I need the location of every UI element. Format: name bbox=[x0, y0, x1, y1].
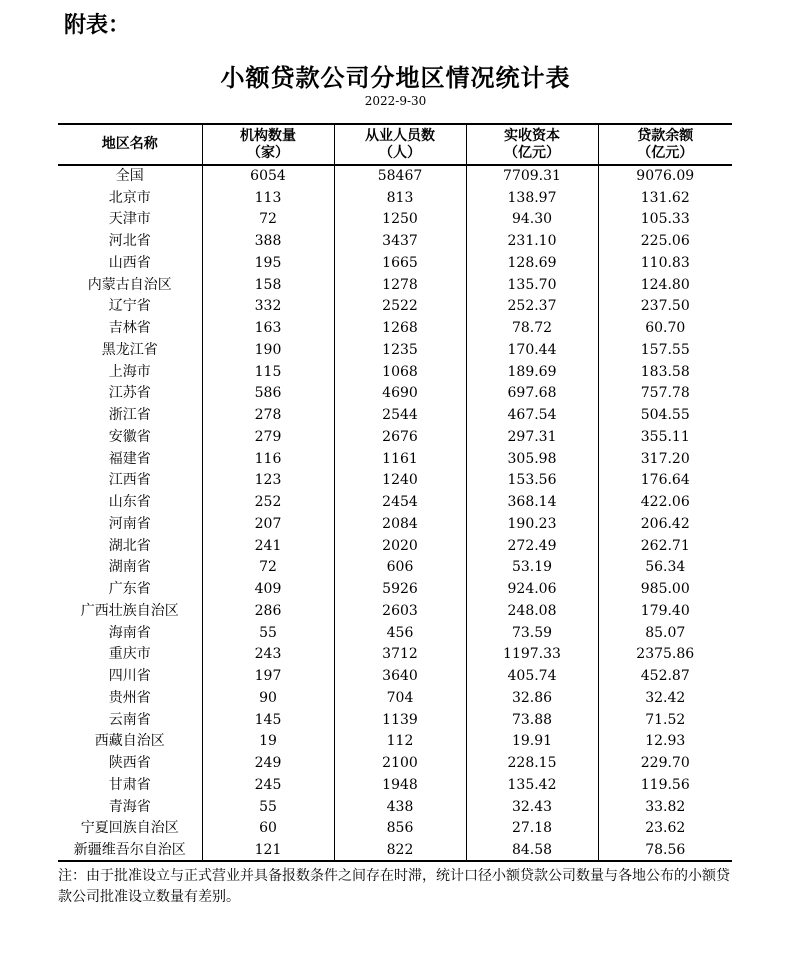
loan-balance-cell: 23.62 bbox=[598, 818, 732, 840]
capital-cell: 73.59 bbox=[466, 622, 598, 644]
employees-cell: 2544 bbox=[334, 404, 466, 426]
institutions-cell: 388 bbox=[202, 230, 334, 252]
employees-cell: 3437 bbox=[334, 230, 466, 252]
appendix-label: 附表： bbox=[64, 13, 131, 38]
employees-cell: 2100 bbox=[334, 752, 466, 774]
capital-cell: 252.37 bbox=[466, 296, 598, 318]
header-region: 地区名称 bbox=[58, 124, 202, 165]
table-row bbox=[58, 513, 732, 535]
table-row bbox=[58, 644, 732, 666]
region-cell: 江西省 bbox=[108, 472, 151, 489]
capital-cell: 924.06 bbox=[466, 578, 598, 600]
table-row bbox=[58, 274, 732, 296]
header-paid-in-capital: 实收资本 （亿元） bbox=[466, 124, 598, 165]
employees-cell: 456 bbox=[334, 622, 466, 644]
region-cell: 湖南省 bbox=[108, 559, 151, 576]
institutions-cell: 145 bbox=[202, 709, 334, 731]
employees-cell: 1665 bbox=[334, 252, 466, 274]
region-cell: 安徽省 bbox=[108, 428, 151, 445]
employees-cell: 3640 bbox=[334, 665, 466, 687]
capital-cell: 228.15 bbox=[466, 752, 598, 774]
loan-balance-cell: 105.33 bbox=[598, 209, 732, 231]
loan-balance-cell: 504.55 bbox=[598, 404, 732, 426]
loan-balance-cell: 229.70 bbox=[598, 752, 732, 774]
table-row bbox=[58, 600, 732, 622]
employees-cell: 58467 bbox=[334, 165, 466, 187]
capital-cell: 697.68 bbox=[466, 383, 598, 405]
employees-cell: 1139 bbox=[334, 709, 466, 731]
region-cell: 福建省 bbox=[108, 450, 151, 467]
statistics-table bbox=[58, 123, 732, 862]
loan-balance-cell: 757.78 bbox=[598, 383, 732, 405]
table-row bbox=[58, 578, 732, 600]
region-cell: 江苏省 bbox=[108, 385, 151, 402]
employees-cell: 1948 bbox=[334, 774, 466, 796]
capital-cell: 128.69 bbox=[466, 252, 598, 274]
region-cell: 天津市 bbox=[108, 211, 151, 228]
institutions-cell: 6054 bbox=[202, 165, 334, 187]
institutions-cell: 332 bbox=[202, 296, 334, 318]
loan-balance-cell: 32.42 bbox=[598, 687, 732, 709]
loan-balance-cell: 9076.09 bbox=[598, 165, 732, 187]
table-row bbox=[58, 470, 732, 492]
institutions-cell: 278 bbox=[202, 404, 334, 426]
institutions-cell: 197 bbox=[202, 665, 334, 687]
table-row bbox=[58, 296, 732, 318]
loan-balance-cell: 78.56 bbox=[598, 839, 732, 861]
region-cell: 四川省 bbox=[108, 668, 151, 685]
capital-cell: 368.14 bbox=[466, 491, 598, 513]
employees-cell: 3712 bbox=[334, 644, 466, 666]
institutions-cell: 72 bbox=[202, 209, 334, 231]
employees-cell: 438 bbox=[334, 796, 466, 818]
capital-cell: 27.18 bbox=[466, 818, 598, 840]
capital-cell: 272.49 bbox=[466, 535, 598, 557]
employees-cell: 704 bbox=[334, 687, 466, 709]
region-cell: 浙江省 bbox=[108, 407, 151, 424]
table-row bbox=[58, 448, 732, 470]
employees-cell: 112 bbox=[334, 731, 466, 753]
loan-balance-cell: 179.40 bbox=[598, 600, 732, 622]
loan-balance-cell: 225.06 bbox=[598, 230, 732, 252]
table-row bbox=[58, 426, 732, 448]
footnote: 注：由于批准设立与正式营业并具备报数条件之间存在时滞，统计口径小额贷款公司数量与各地公布的小额贷款公司批准设立数量有差别。 bbox=[58, 868, 730, 905]
employees-cell: 1068 bbox=[334, 361, 466, 383]
region-cell: 青海省 bbox=[108, 798, 151, 815]
capital-cell: 305.98 bbox=[466, 448, 598, 470]
region-cell: 吉林省 bbox=[108, 320, 151, 337]
loan-balance-cell: 71.52 bbox=[598, 709, 732, 731]
capital-cell: 7709.31 bbox=[466, 165, 598, 187]
region-cell: 河北省 bbox=[108, 233, 151, 250]
header-row bbox=[58, 124, 732, 165]
region-cell: 云南省 bbox=[108, 711, 151, 728]
header-institutions: 机构数量 （家） bbox=[202, 124, 334, 165]
table-row bbox=[58, 404, 732, 426]
loan-balance-cell: 422.06 bbox=[598, 491, 732, 513]
institutions-cell: 123 bbox=[202, 470, 334, 492]
region-cell: 新疆维吾尔自治区 bbox=[58, 839, 202, 861]
employees-cell: 2454 bbox=[334, 491, 466, 513]
institutions-cell: 115 bbox=[202, 361, 334, 383]
employees-cell: 2020 bbox=[334, 535, 466, 557]
table-row bbox=[58, 557, 732, 579]
loan-balance-cell: 12.93 bbox=[598, 731, 732, 753]
table-row bbox=[58, 361, 732, 383]
institutions-cell: 72 bbox=[202, 557, 334, 579]
capital-cell: 138.97 bbox=[466, 187, 598, 209]
region-cell: 河南省 bbox=[108, 515, 151, 532]
capital-cell: 248.08 bbox=[466, 600, 598, 622]
institutions-cell: 409 bbox=[202, 578, 334, 600]
institutions-cell: 121 bbox=[202, 839, 334, 861]
institutions-cell: 55 bbox=[202, 622, 334, 644]
table-row bbox=[58, 709, 732, 731]
institutions-cell: 245 bbox=[202, 774, 334, 796]
region-cell: 贵州省 bbox=[108, 689, 151, 706]
region-cell: 辽宁省 bbox=[108, 298, 151, 315]
region-cell: 陕西省 bbox=[108, 755, 151, 772]
region-cell: 宁夏回族自治区 bbox=[80, 820, 179, 837]
institutions-cell: 252 bbox=[202, 491, 334, 513]
employees-cell: 1250 bbox=[334, 209, 466, 231]
employees-cell: 2522 bbox=[334, 296, 466, 318]
table-row bbox=[58, 622, 732, 644]
table-row bbox=[58, 687, 732, 709]
institutions-cell: 60 bbox=[202, 818, 334, 840]
employees-cell: 5926 bbox=[334, 578, 466, 600]
region-cell: 山西省 bbox=[108, 254, 151, 271]
region-cell: 黑龙江省 bbox=[101, 341, 158, 358]
table-row bbox=[58, 252, 732, 274]
region-cell: 北京市 bbox=[108, 189, 151, 206]
capital-cell: 170.44 bbox=[466, 339, 598, 361]
table-row bbox=[58, 752, 732, 774]
header-employees: 从业人员数 （人） bbox=[334, 124, 466, 165]
table-row bbox=[58, 383, 732, 405]
region-cell: 重庆市 bbox=[108, 646, 151, 663]
employees-cell: 822 bbox=[334, 839, 466, 861]
capital-cell: 135.70 bbox=[466, 274, 598, 296]
employees-cell: 1268 bbox=[334, 317, 466, 339]
loan-balance-cell: 206.42 bbox=[598, 513, 732, 535]
employees-cell: 856 bbox=[334, 818, 466, 840]
region-cell: 西藏自治区 bbox=[94, 733, 165, 750]
capital-cell: 78.72 bbox=[466, 317, 598, 339]
capital-cell: 1197.33 bbox=[466, 644, 598, 666]
employees-cell: 1235 bbox=[334, 339, 466, 361]
employees-cell: 606 bbox=[334, 557, 466, 579]
loan-balance-cell: 237.50 bbox=[598, 296, 732, 318]
loan-balance-cell: 33.82 bbox=[598, 796, 732, 818]
institutions-cell: 249 bbox=[202, 752, 334, 774]
table-row bbox=[58, 535, 732, 557]
loan-balance-cell: 56.34 bbox=[598, 557, 732, 579]
institutions-cell: 279 bbox=[202, 426, 334, 448]
loan-balance-cell: 262.71 bbox=[598, 535, 732, 557]
employees-cell: 1278 bbox=[334, 274, 466, 296]
employees-cell: 2676 bbox=[334, 426, 466, 448]
capital-cell: 32.86 bbox=[466, 687, 598, 709]
region-cell: 甘肃省 bbox=[108, 776, 151, 793]
institutions-cell: 19 bbox=[202, 731, 334, 753]
capital-cell: 297.31 bbox=[466, 426, 598, 448]
table-row bbox=[58, 209, 732, 231]
table-row bbox=[58, 818, 732, 840]
table-row bbox=[58, 317, 732, 339]
loan-balance-cell: 157.55 bbox=[598, 339, 732, 361]
table-row bbox=[58, 774, 732, 796]
region-cell: 全国 bbox=[115, 168, 144, 185]
table-row bbox=[58, 665, 732, 687]
capital-cell: 84.58 bbox=[466, 839, 598, 861]
loan-balance-cell: 131.62 bbox=[598, 187, 732, 209]
institutions-cell: 195 bbox=[202, 252, 334, 274]
employees-cell: 1240 bbox=[334, 470, 466, 492]
table-row bbox=[58, 339, 732, 361]
loan-balance-cell: 452.87 bbox=[598, 665, 732, 687]
institutions-cell: 243 bbox=[202, 644, 334, 666]
capital-cell: 153.56 bbox=[466, 470, 598, 492]
region-cell: 上海市 bbox=[108, 363, 151, 380]
region-cell: 湖北省 bbox=[108, 537, 151, 554]
table-row bbox=[58, 491, 732, 513]
region-cell: 山东省 bbox=[108, 494, 151, 511]
table-row bbox=[58, 230, 732, 252]
loan-balance-cell: 60.70 bbox=[598, 317, 732, 339]
institutions-cell: 241 bbox=[202, 535, 334, 557]
capital-cell: 467.54 bbox=[466, 404, 598, 426]
capital-cell: 405.74 bbox=[466, 665, 598, 687]
table-row bbox=[58, 165, 732, 187]
employees-cell: 1161 bbox=[334, 448, 466, 470]
institutions-cell: 163 bbox=[202, 317, 334, 339]
capital-cell: 135.42 bbox=[466, 774, 598, 796]
table-row bbox=[58, 731, 732, 753]
capital-cell: 94.30 bbox=[466, 209, 598, 231]
region-cell: 广东省 bbox=[108, 581, 151, 598]
capital-cell: 32.43 bbox=[466, 796, 598, 818]
institutions-cell: 286 bbox=[202, 600, 334, 622]
report-date: 2022-9-30 bbox=[364, 94, 427, 108]
employees-cell: 2603 bbox=[334, 600, 466, 622]
capital-cell: 19.91 bbox=[466, 731, 598, 753]
loan-balance-cell: 317.20 bbox=[598, 448, 732, 470]
loan-balance-cell: 2375.86 bbox=[598, 644, 732, 666]
capital-cell: 231.10 bbox=[466, 230, 598, 252]
loan-balance-cell: 183.58 bbox=[598, 361, 732, 383]
table-row bbox=[58, 187, 732, 209]
institutions-cell: 586 bbox=[202, 383, 334, 405]
employees-cell: 2084 bbox=[334, 513, 466, 535]
employees-cell: 4690 bbox=[334, 383, 466, 405]
loan-balance-cell: 110.83 bbox=[598, 252, 732, 274]
capital-cell: 73.88 bbox=[466, 709, 598, 731]
loan-balance-cell: 85.07 bbox=[598, 622, 732, 644]
loan-balance-cell: 119.56 bbox=[598, 774, 732, 796]
region-cell: 内蒙古自治区 bbox=[87, 276, 172, 293]
region-cell: 海南省 bbox=[108, 624, 151, 641]
institutions-cell: 158 bbox=[202, 274, 334, 296]
loan-balance-cell: 355.11 bbox=[598, 426, 732, 448]
institutions-cell: 90 bbox=[202, 687, 334, 709]
employees-cell: 813 bbox=[334, 187, 466, 209]
table-title: 小额贷款公司分地区情况统计表 bbox=[220, 64, 571, 92]
region-cell: 广西壮族自治区 bbox=[80, 602, 179, 619]
institutions-cell: 55 bbox=[202, 796, 334, 818]
institutions-cell: 113 bbox=[202, 187, 334, 209]
institutions-cell: 190 bbox=[202, 339, 334, 361]
capital-cell: 53.19 bbox=[466, 557, 598, 579]
header-loan-balance: 贷款余额 （亿元） bbox=[598, 124, 732, 165]
loan-balance-cell: 176.64 bbox=[598, 470, 732, 492]
institutions-cell: 207 bbox=[202, 513, 334, 535]
institutions-cell: 116 bbox=[202, 448, 334, 470]
table-row bbox=[58, 796, 732, 818]
loan-balance-cell: 124.80 bbox=[598, 274, 732, 296]
capital-cell: 189.69 bbox=[466, 361, 598, 383]
table-row bbox=[58, 839, 732, 861]
loan-balance-cell: 985.00 bbox=[598, 578, 732, 600]
capital-cell: 190.23 bbox=[466, 513, 598, 535]
